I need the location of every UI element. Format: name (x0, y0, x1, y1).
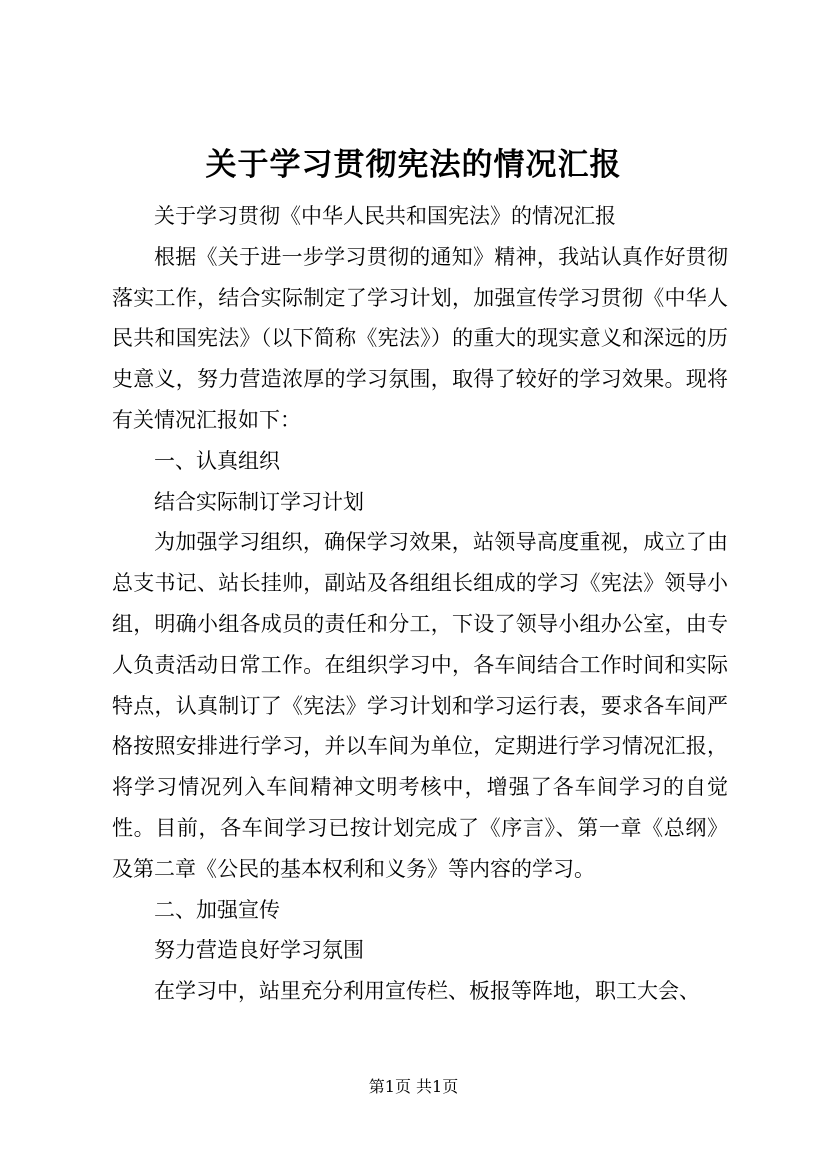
document-title: 关于学习贯彻宪法的情况汇报 (205, 147, 622, 183)
page-footer: 第1页 共1页 (368, 1077, 459, 1096)
section-subheading-1: 结合实际制订学习计划 (154, 489, 364, 514)
paragraph-section-2: 在学习中，站里充分利用宣传栏、板报等阵地，职工大会、 (154, 979, 700, 1004)
section-heading-2: 二、加强宣传 (154, 897, 280, 922)
paragraph-intro: 根据《关于进一步学习贯彻的通知》精神，我站认真作好贯彻落实工作，结合实际制定了学习计划，加强宣传学习贯彻《中华人民共和国宪法》（以下简称《宪法》）的重大的现实意义和深远的历史意义，努力营造浓厚的学习氛围，取得了较好的学习效果。现将有关情况汇报如下： (112, 244, 728, 432)
document-body (112, 196, 728, 1012)
section-subheading-2: 努力营造良好学习氛围 (154, 938, 364, 963)
paragraph-section-1: 为加强学习组织，确保学习效果，站领导高度重视，成立了由总支书记、站长挂帅，副站及各组组长组成的学习《宪法》领导小组，明确小组各成员的责任和分工，下设了领导小组办公室，由专人负责活动日常工作。在组织学习中，各车间结合工作时间和实际特点，认真制订了《宪法》学习计划和学习运行表，要求各车间严格按照安排进行学习，并以车间为单位，定期进行学习情况汇报，将学习情况列入车间精神文明考核中，增强了各车间学习的自觉性。目前，各车间学习已按计划完成了《序言》、第一章《总纲》及第二章《公民的基本权利和义务》等内容的学习。 (112, 530, 728, 881)
section-heading-1: 一、认真组织 (154, 448, 280, 473)
paragraph-subtitle: 关于学习贯彻《中华人民共和国宪法》的情况汇报 (154, 204, 616, 228)
